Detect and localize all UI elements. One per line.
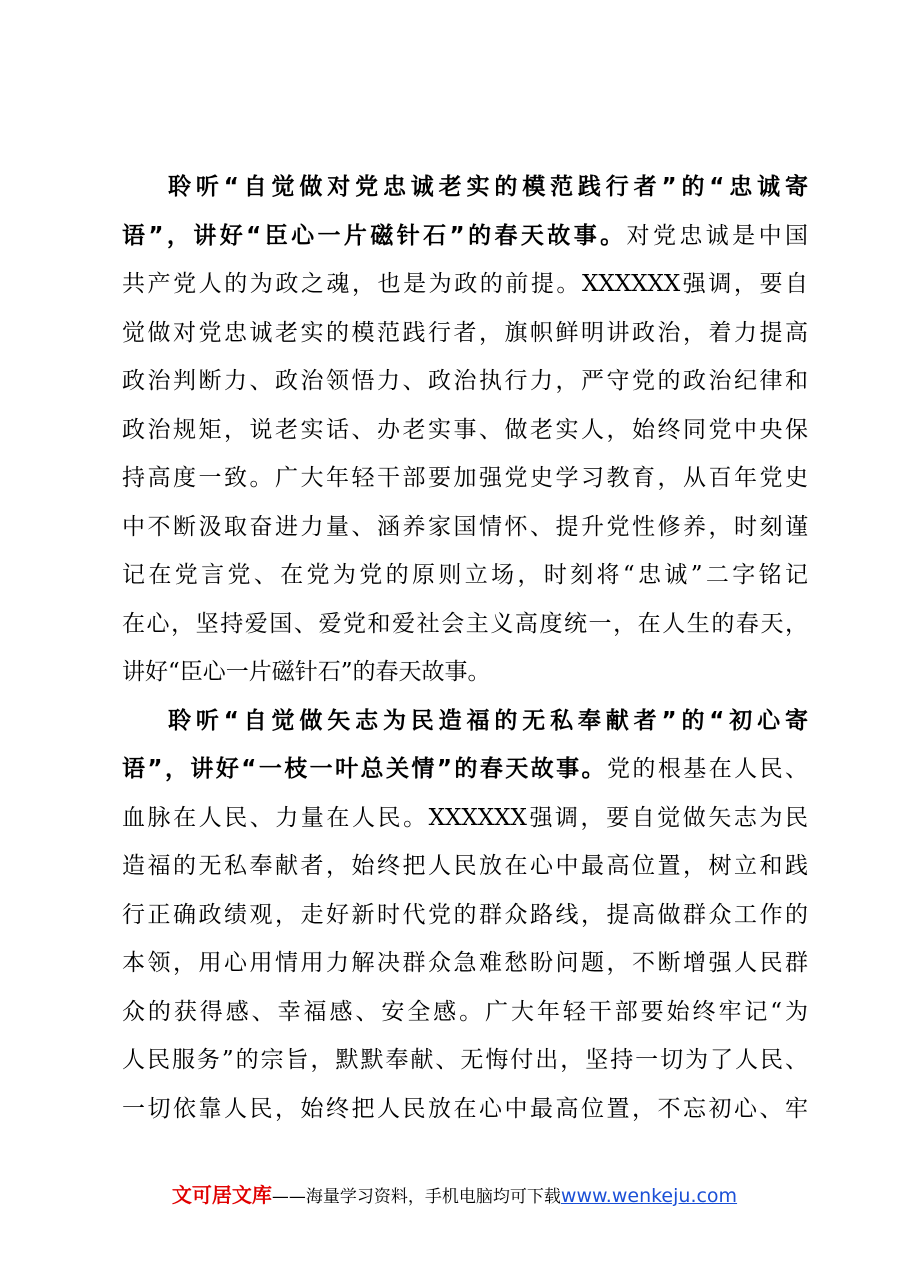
paragraph-line xyxy=(122,406,808,455)
paragraph-text: 众的获得感、幸福感、安全感。广大年轻干部要始终牢记“为 xyxy=(122,998,808,1025)
footer-url-link[interactable]: www.wenkeju.com xyxy=(560,1185,738,1207)
footer-brand: 文可居文库 xyxy=(171,1183,272,1207)
paragraph-text: 在心，坚持爱国、爱党和爱社会主义高度统一，在人生的春天， xyxy=(122,610,808,637)
paragraph-line xyxy=(122,891,808,940)
paragraph-text: 行正确政绩观，走好新时代党的群众路线，提高做群众工作的 xyxy=(122,901,808,928)
paragraph-line xyxy=(122,212,808,261)
paragraph-text: 本领，用心用情用力解决群众急难愁盼问题，不断增强人民群 xyxy=(122,950,808,976)
paragraph-text: 人民服务”的宗旨，默默奉献、无悔付出，坚持一切为了人民、 xyxy=(122,1047,808,1073)
paragraph-text: 中不断汲取奋进力量、涵养家国情怀、提升党性修养，时刻谨 xyxy=(122,513,808,540)
paragraph-text: 记在党言党、在党为党的原则立场，时刻将“忠诚”二字铭记 xyxy=(122,562,808,588)
paragraph-text: 讲好“臣心一片磁针石”的春天故事。 xyxy=(122,659,491,685)
paragraph-line xyxy=(122,988,808,1037)
paragraph-text: 一切依靠人民，始终把人民放在心中最高位置，不忘初心、牢 xyxy=(122,1095,808,1122)
paragraph-heading-text: 聆听“自觉做对党忠诚老实的模范践行者”的“忠诚寄 xyxy=(168,174,808,200)
paragraph-text: 党的根基在人民、 xyxy=(606,756,809,782)
paragraph-line xyxy=(122,551,808,600)
paragraph-text: 血脉在人民、力量在人民。XXXXXX强调，要自觉做矢志为民 xyxy=(122,804,808,831)
paragraph-text: 政治判断力、政治领悟力、政治执行力，严守党的政治纪律和 xyxy=(122,368,808,394)
paragraph-line xyxy=(122,1085,808,1134)
paragraph-line xyxy=(122,697,808,746)
paragraph-line xyxy=(122,260,808,309)
paragraph-line xyxy=(122,745,808,794)
paragraph-text: 造福的无私奉献者，始终把人民放在心中最高位置，树立和践 xyxy=(122,853,808,879)
paragraph-2 xyxy=(122,697,808,1134)
paragraph-heading-text: 语”，讲好“一枝一叶总关情”的春天故事。 xyxy=(122,756,607,782)
footer-tagline: ——海量学习资料，手机电脑均可下载 xyxy=(271,1187,561,1207)
paragraph-heading-text: 语”，讲好“臣心一片磁针石”的春天故事。 xyxy=(122,222,627,249)
paragraph-text: 政治规矩，说老实话、办老实事、做老实人，始终同党中央保 xyxy=(122,416,808,443)
paragraph-line xyxy=(122,794,808,843)
paragraph-line xyxy=(122,163,808,212)
paragraph-text: 觉做对党忠诚老实的模范践行者，旗帜鲜明讲政治，着力提高 xyxy=(122,319,808,346)
paragraph-line xyxy=(122,503,808,552)
paragraph-heading-text: 聆听“自觉做矢志为民造福的无私奉献者”的“初心寄 xyxy=(168,707,808,734)
paragraph-line xyxy=(122,939,808,988)
paragraph-line xyxy=(122,842,808,891)
paragraph-line xyxy=(122,1036,808,1085)
paragraph-line xyxy=(122,309,808,358)
paragraph-line xyxy=(122,600,808,649)
paragraph-line xyxy=(122,454,808,503)
paragraph-text: 持高度一致。广大年轻干部要加强党史学习教育，从百年党史 xyxy=(122,465,808,491)
paragraph-text: 对党忠诚是中国 xyxy=(626,222,809,249)
paragraph-line xyxy=(122,357,808,406)
paragraph-line xyxy=(122,648,808,697)
document-body xyxy=(122,163,808,1133)
footer-banner xyxy=(0,1180,909,1212)
paragraph-text: 共产党人的为政之魂，也是为政的前提。XXXXXX强调，要自 xyxy=(122,271,808,297)
paragraph-1 xyxy=(122,163,808,697)
